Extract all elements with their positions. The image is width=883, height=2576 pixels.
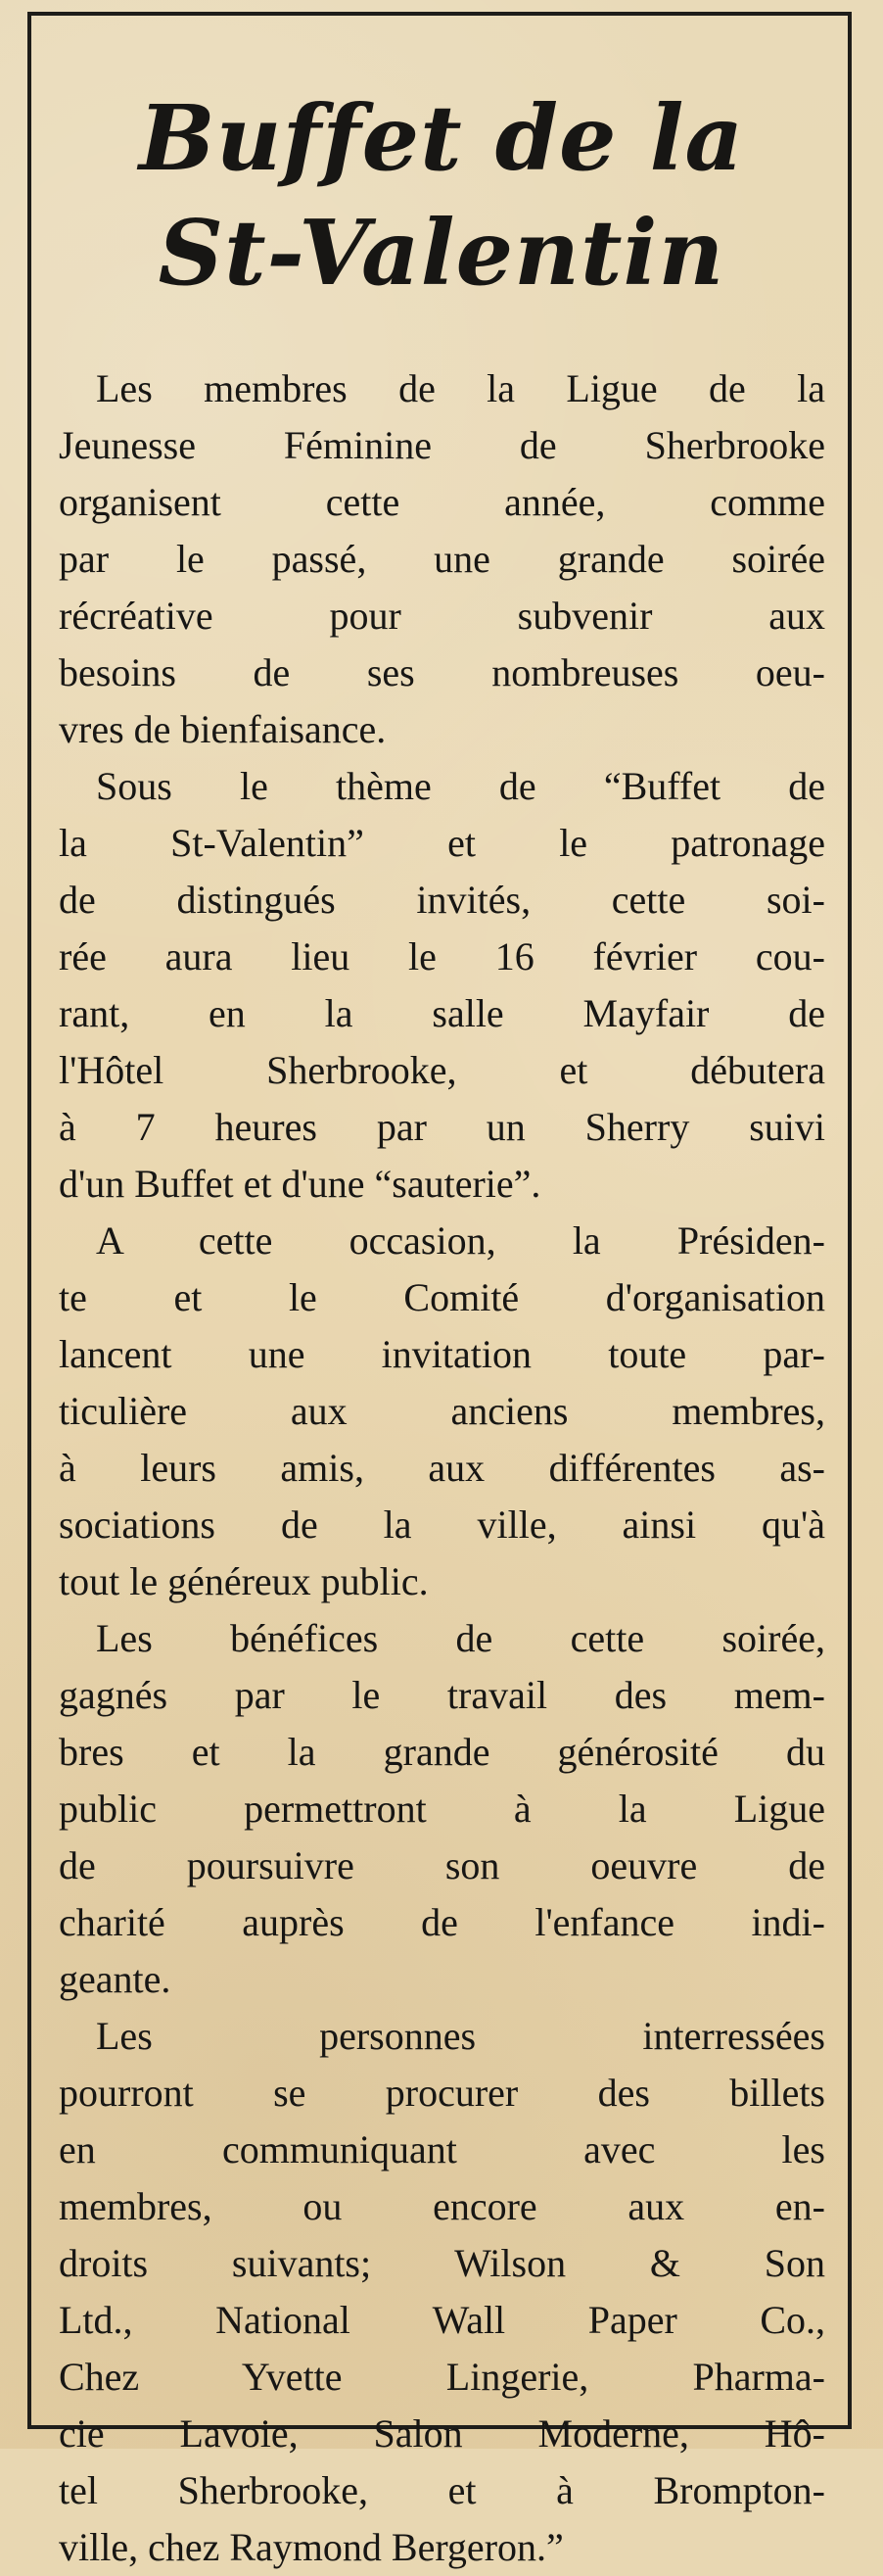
article-line: rée aura lieu le 16 février cou- bbox=[59, 934, 825, 978]
article-line: Jeunesse Féminine de Sherbrooke bbox=[59, 423, 825, 467]
article-line: pourront se procurer des billets bbox=[59, 2071, 825, 2115]
article-line: Chez Yvette Lingerie, Pharma- bbox=[59, 2355, 825, 2399]
article-line: de distingués invités, cette soi- bbox=[59, 878, 825, 922]
article-line: besoins de ses nombreuses oeu- bbox=[59, 650, 825, 694]
article-line: ticulière aux anciens membres, bbox=[59, 1389, 825, 1433]
article-line: cie Lavoie, Salon Moderne, Hô- bbox=[59, 2411, 825, 2456]
article-line: en communiquant avec les bbox=[59, 2127, 825, 2171]
article-line: sociations de la ville, ainsi qu'à bbox=[59, 1503, 825, 1547]
article-line: rant, en la salle Mayfair de bbox=[59, 991, 825, 1035]
article-line: organisent cette année, comme bbox=[59, 480, 825, 524]
article-line: Les personnes interressées bbox=[96, 2014, 825, 2058]
article-line: te et le Comité d'organisation bbox=[59, 1275, 825, 1319]
article-line: tel Sherbrooke, et à Brompton- bbox=[59, 2468, 825, 2512]
article-line: geante. bbox=[59, 1957, 171, 2001]
article-line: membres, ou encore aux en- bbox=[59, 2184, 825, 2228]
article-title-line-2: St-Valentin bbox=[158, 200, 725, 306]
article-line: public permettront à la Ligue bbox=[59, 1787, 825, 1831]
article-line: Ltd., National Wall Paper Co., bbox=[59, 2298, 825, 2342]
article-line: à 7 heures par un Sherry suivi bbox=[59, 1105, 825, 1149]
article-line: A cette occasion, la Présiden- bbox=[96, 1218, 825, 1263]
article-line: bres et la grande générosité du bbox=[59, 1730, 825, 1774]
article-line: ville, chez Raymond Bergeron.” bbox=[59, 2525, 564, 2569]
article-line: Sous le thème de “Buffet de bbox=[96, 764, 825, 808]
article-line: Les bénéfices de cette soirée, bbox=[96, 1616, 825, 1660]
article-line: charité auprès de l'enfance indi- bbox=[59, 1900, 825, 1944]
article-line: gagnés par le travail des mem- bbox=[59, 1673, 825, 1717]
article-title-line-1: Buffet de la bbox=[138, 85, 745, 191]
article-line: vres de bienfaisance. bbox=[59, 707, 387, 751]
article-line: lancent une invitation toute par- bbox=[59, 1332, 825, 1376]
article-line: l'Hôtel Sherbrooke, et débutera bbox=[59, 1048, 825, 1092]
article-line: à leurs amis, aux différentes as- bbox=[59, 1446, 825, 1490]
article-line: la St-Valentin” et le patronage bbox=[59, 821, 825, 865]
article-body bbox=[59, 360, 825, 2576]
article-line: droits suivants; Wilson & Son bbox=[59, 2241, 825, 2285]
article-line: d'un Buffet et d'une “sauterie”. bbox=[59, 1162, 541, 1206]
article-line: de poursuivre son oeuvre de bbox=[59, 1843, 825, 1887]
article-line: récréative pour subvenir aux bbox=[59, 594, 825, 638]
article-line: Les membres de la Ligue de la bbox=[96, 366, 825, 410]
article-line: tout le généreux public. bbox=[59, 1559, 429, 1603]
article-line: par le passé, une grande soirée bbox=[59, 537, 825, 581]
